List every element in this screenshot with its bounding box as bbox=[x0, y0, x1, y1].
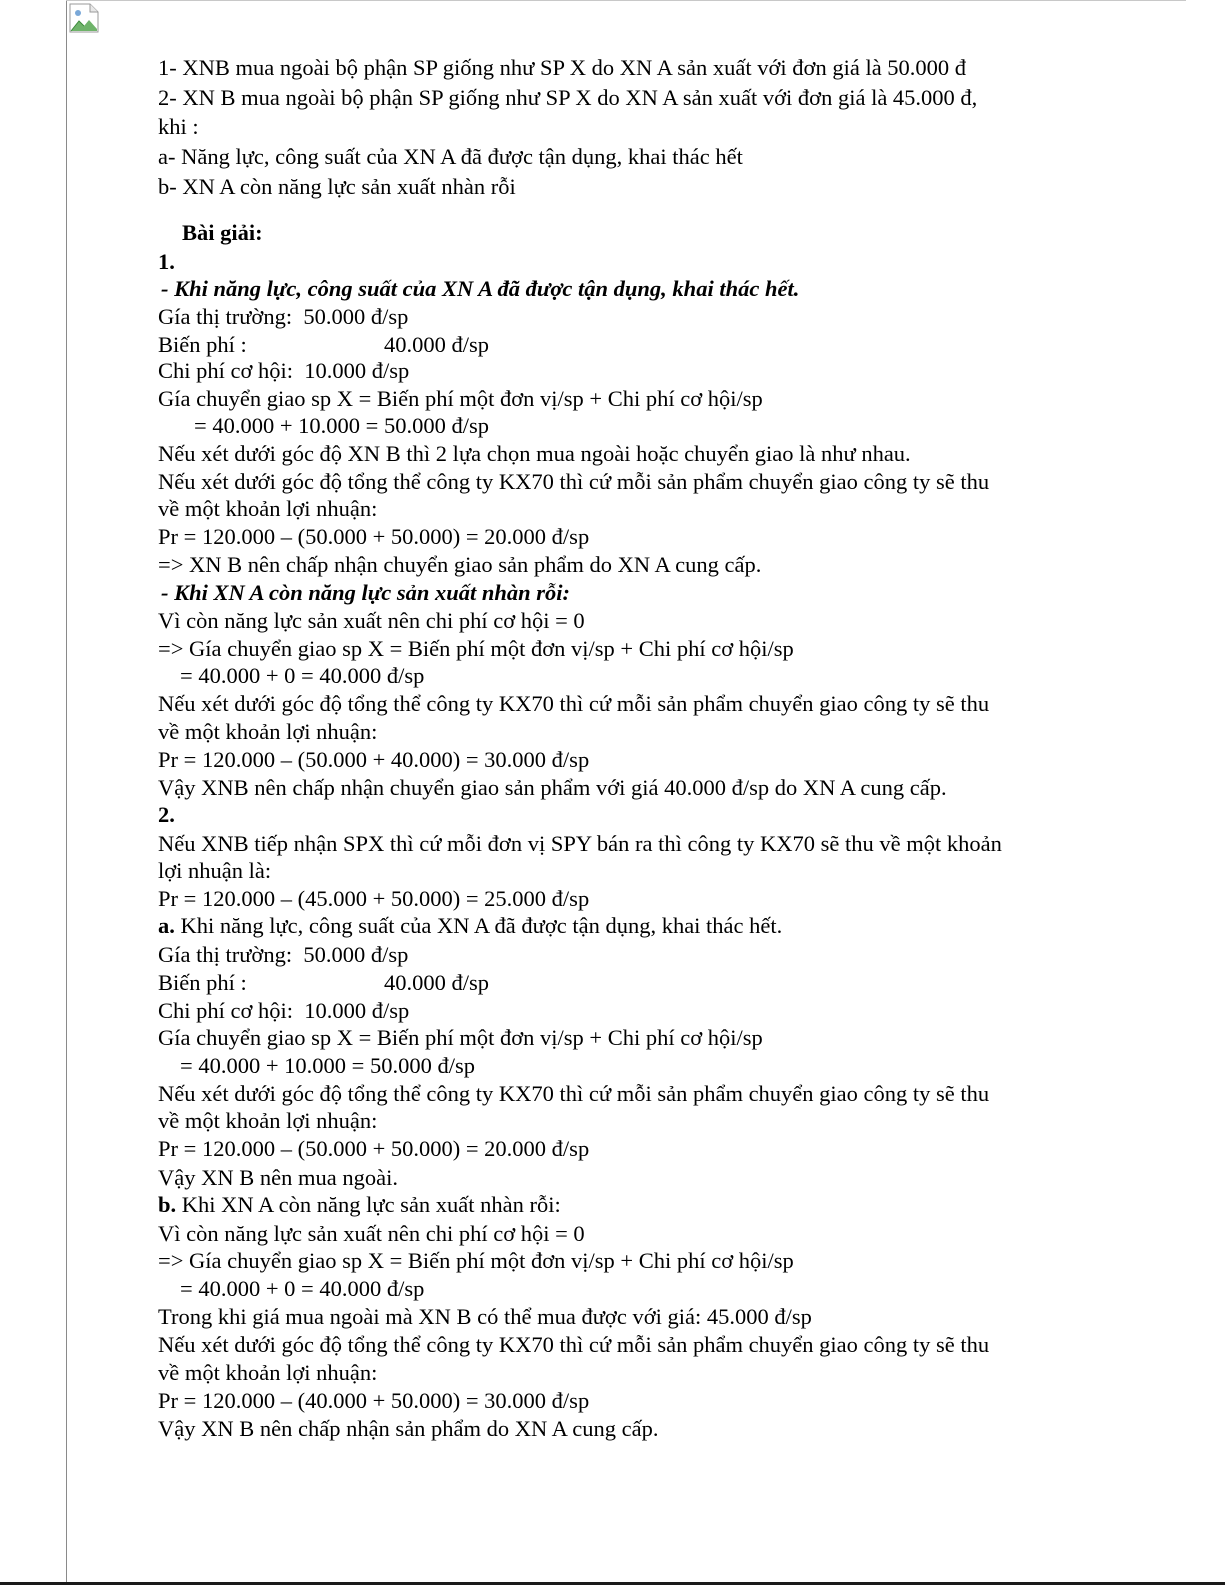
transfer-price-formula: Gía chuyển giao sp X = Biến phí một đơn vị/sp + Chi phí cơ hội/sp bbox=[158, 386, 763, 411]
conclusion: Vậy XN B nên mua ngoài. bbox=[158, 1165, 398, 1190]
case-a-label: a. bbox=[158, 913, 175, 938]
problem-line-1: 1- XNB mua ngoài bộ phận SP giống như SP X do XN A sản xuất với đơn giá là 50.000 đ bbox=[158, 55, 967, 80]
solution-heading: Bài giải: bbox=[182, 220, 263, 245]
page-top-border bbox=[66, 0, 1186, 1]
part-2-intro: Nếu XNB tiếp nhận SPX thì cứ mỗi đơn vị SPY bán ra thì công ty KX70 sẽ thu về một khoản bbox=[158, 831, 1002, 856]
company-perspective-cont: về một khoản lợi nhuận: bbox=[158, 1360, 378, 1385]
company-perspective-cont: về một khoản lợi nhuận: bbox=[158, 496, 378, 521]
company-perspective: Nếu xét dưới góc độ tổng thể công ty KX70 thì cứ mỗi sản phẩm chuyển giao công ty sẽ thu bbox=[158, 1081, 990, 1106]
profit-calc: Pr = 120.000 – (50.000 + 50.000) = 20.000 đ/sp bbox=[158, 524, 590, 549]
case-a-text: Khi năng lực, công suất của XN A đã được tận dụng, khai thác hết. bbox=[174, 913, 783, 938]
opportunity-cost: Chi phí cơ hội: 10.000 đ/sp bbox=[158, 358, 410, 383]
conclusion: => XN B nên chấp nhận chuyển giao sản phẩm do XN A cung cấp. bbox=[158, 552, 762, 577]
transfer-price-calc: = 40.000 + 0 = 40.000 đ/sp bbox=[180, 1276, 425, 1301]
problem-line-2-cont: khi : bbox=[158, 114, 199, 139]
variable-cost-label: Biến phí : bbox=[158, 970, 247, 995]
variable-cost-label: Biến phí : bbox=[158, 332, 247, 357]
case-b-heading bbox=[158, 1191, 561, 1219]
profit-calc: Pr = 120.000 – (50.000 + 40.000) = 30.000 đ/sp bbox=[158, 747, 590, 772]
variable-cost-value: 40.000 đ/sp bbox=[384, 970, 490, 995]
xnb-perspective: Nếu xét dưới góc độ XN B thì 2 lựa chọn mua ngoài hoặc chuyển giao là như nhau. bbox=[158, 441, 911, 466]
market-price: Gía thị trường: 50.000 đ/sp bbox=[158, 942, 409, 967]
case-full-capacity-heading: - Khi năng lực, công suất của XN A đã được tận dụng, khai thác hết. bbox=[161, 276, 800, 301]
case-idle-capacity-heading: - Khi XN A còn năng lực sản xuất nhàn rỗi: bbox=[161, 580, 571, 605]
part-2-heading: 2. bbox=[158, 802, 175, 827]
part-1-heading: 1. bbox=[158, 249, 175, 274]
profit-calc: Pr = 120.000 – (40.000 + 50.000) = 30.000 đ/sp bbox=[158, 1388, 590, 1413]
condition-b: b- XN A còn năng lực sản xuất nhàn rỗi bbox=[158, 174, 516, 199]
transfer-price-formula: Gía chuyển giao sp X = Biến phí một đơn vị/sp + Chi phí cơ hội/sp bbox=[158, 1025, 763, 1050]
page-left-border bbox=[66, 0, 67, 1585]
transfer-price-calc: = 40.000 + 0 = 40.000 đ/sp bbox=[180, 663, 425, 688]
broken-image-icon bbox=[69, 3, 99, 33]
condition-a: a- Năng lực, công suất của XN A đã được tận dụng, khai thác hết bbox=[158, 144, 743, 169]
transfer-price-formula: => Gía chuyển giao sp X = Biến phí một đơn vị/sp + Chi phí cơ hội/sp bbox=[158, 636, 794, 661]
case-b-text: Khi XN A còn năng lực sản xuất nhàn rỗi: bbox=[176, 1192, 561, 1217]
company-perspective-cont: về một khoản lợi nhuận: bbox=[158, 719, 378, 744]
opportunity-cost: Chi phí cơ hội: 10.000 đ/sp bbox=[158, 998, 410, 1023]
company-perspective: Nếu xét dưới góc độ tổng thể công ty KX70 thì cứ mỗi sản phẩm chuyển giao công ty sẽ thu bbox=[158, 469, 990, 494]
company-perspective: Nếu xét dưới góc độ tổng thể công ty KX70 thì cứ mỗi sản phẩm chuyển giao công ty sẽ thu bbox=[158, 1332, 990, 1357]
transfer-price-formula: => Gía chuyển giao sp X = Biến phí một đơn vị/sp + Chi phí cơ hội/sp bbox=[158, 1248, 794, 1273]
opportunity-cost-zero: Vì còn năng lực sản xuất nên chi phí cơ hội = 0 bbox=[158, 608, 585, 633]
part-2-intro-cont: lợi nhuận là: bbox=[158, 858, 272, 883]
case-a-heading bbox=[158, 912, 782, 940]
conclusion: Vậy XN B nên chấp nhận sản phẩm do XN A cung cấp. bbox=[158, 1416, 659, 1441]
market-price: Gía thị trường: 50.000 đ/sp bbox=[158, 304, 409, 329]
company-perspective-cont: về một khoản lợi nhuận: bbox=[158, 1108, 378, 1133]
outside-purchase-price: Trong khi giá mua ngoài mà XN B có thể mua được với giá: 45.000 đ/sp bbox=[158, 1304, 812, 1329]
conclusion: Vậy XNB nên chấp nhận chuyển giao sản phẩm với giá 40.000 đ/sp do XN A cung cấp. bbox=[158, 775, 947, 800]
case-b-label: b. bbox=[158, 1192, 177, 1217]
profit-calc: Pr = 120.000 – (45.000 + 50.000) = 25.000 đ/sp bbox=[158, 886, 590, 911]
problem-line-2: 2- XN B mua ngoài bộ phận SP giống như SP X do XN A sản xuất với đơn giá là 45.000 đ, bbox=[158, 85, 978, 110]
transfer-price-calc: = 40.000 + 10.000 = 50.000 đ/sp bbox=[194, 413, 489, 438]
transfer-price-calc: = 40.000 + 10.000 = 50.000 đ/sp bbox=[180, 1053, 475, 1078]
variable-cost-value: 40.000 đ/sp bbox=[384, 332, 490, 357]
profit-calc: Pr = 120.000 – (50.000 + 50.000) = 20.000 đ/sp bbox=[158, 1136, 590, 1161]
opportunity-cost-zero: Vì còn năng lực sản xuất nên chi phí cơ hội = 0 bbox=[158, 1221, 585, 1246]
company-perspective: Nếu xét dưới góc độ tổng thể công ty KX70 thì cứ mỗi sản phẩm chuyển giao công ty sẽ thu bbox=[158, 691, 990, 716]
